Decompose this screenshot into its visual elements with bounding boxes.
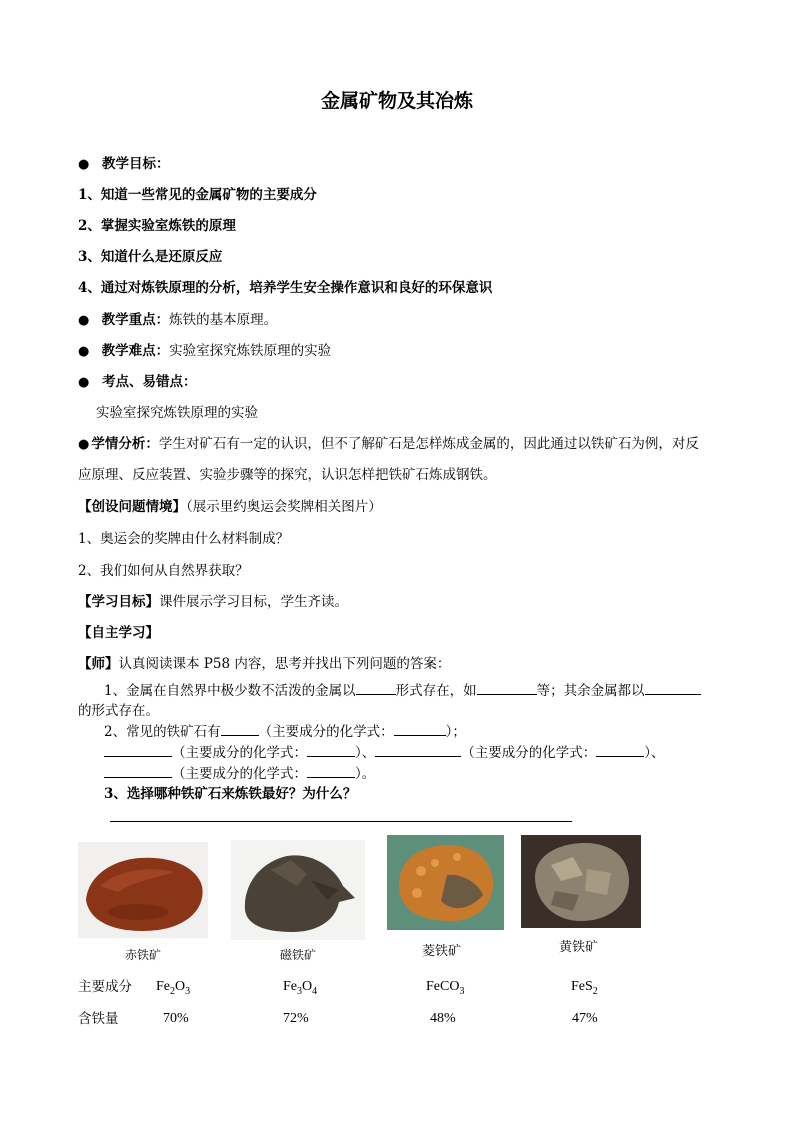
ore-name: 黄铁矿	[559, 940, 599, 955]
study-goal: 【学习目标】课件展示学习目标，学生齐读。	[78, 594, 348, 610]
bullet-icon: ●	[78, 375, 90, 390]
answer-blank[interactable]	[221, 722, 259, 736]
pyrite-formula: FeS$_2$	[571, 979, 598, 997]
iron-content-value: 72%	[283, 1011, 309, 1026]
scenario-question: 1、奥运会的奖牌由什么材料制成？	[78, 531, 290, 547]
answer-blank[interactable]	[307, 764, 355, 778]
magnetite-image	[231, 840, 365, 940]
iron-content-label: 含铁量	[78, 1011, 119, 1027]
question-2-line2: （主要成分的化学式： ）、 （主要成分的化学式： ）、	[104, 743, 665, 762]
objective-item: 3、知道什么是还原反应	[78, 249, 223, 265]
answer-blank[interactable]	[104, 743, 172, 757]
iron-content-value: 48%	[430, 1011, 456, 1026]
self-study-heading: 【自主学习】	[78, 625, 159, 641]
hematite-formula: $Fe_2O_3$	[156, 979, 191, 997]
question-1-cont: 的形式存在。	[78, 703, 159, 719]
ore-name: 菱铁矿	[422, 944, 462, 959]
objective-item: 1、知道一些常见的金属矿物的主要成分	[78, 187, 317, 203]
siderite-formula: FeCO$_3$	[426, 979, 465, 997]
answer-blank[interactable]	[375, 743, 461, 757]
iron-content-value: 47%	[572, 1011, 598, 1026]
ore-name: 赤铁矿	[125, 948, 162, 962]
answer-blank[interactable]	[356, 681, 396, 695]
difficulty: ● 教学难点：实验室探究炼铁原理的实验	[78, 343, 332, 359]
question-2-line3: （主要成分的化学式： ）。	[104, 764, 375, 783]
magnetite-formula: $Fe_3O_4$	[283, 979, 318, 997]
exam-points-heading: ● 考点、易错点：	[78, 374, 197, 390]
question-3: 3、选择哪种铁矿石来炼铁最好？为什么？	[104, 786, 357, 802]
siderite-image	[387, 835, 504, 930]
question-1: 1、金属在自然界中极少数不活泼的金属以 形式存在，如 等；其余金属都以	[104, 681, 701, 700]
analysis-line: 应原理、反应装置、实验步骤等的探究，认识怎样把铁矿石炼成钢铁。	[78, 467, 497, 483]
teacher-instruction: 【师】认真阅读课本 P58 内容，思考并找出下列问题的答案：	[78, 656, 451, 672]
objectives-heading: ● 教学目标：	[78, 156, 170, 172]
iron-content-value: 70%	[163, 1011, 189, 1026]
question-2: 2、常见的铁矿石有 （主要成分的化学式： ）；	[104, 724, 466, 740]
hematite-image	[78, 842, 208, 938]
answer-blank[interactable]	[104, 764, 172, 778]
analysis-line: ● 学情分析：学生对矿石有一定的认识，但不了解矿石是怎样炼成金属的，因此通过以铁矿石为例，对反	[78, 436, 699, 452]
answer-blank[interactable]	[394, 722, 446, 736]
answer-blank[interactable]	[307, 743, 355, 757]
pyrite-image	[521, 835, 641, 928]
scenario-question: 2、我们如何从自然界获取？	[78, 563, 249, 579]
answer-line[interactable]	[110, 821, 572, 822]
ore-name: 磁铁矿	[280, 948, 317, 962]
bullet-icon: ●	[78, 437, 90, 452]
bullet-icon: ●	[78, 157, 90, 172]
objective-item: 4、通过对炼铁原理的分析，培养学生安全操作意识和良好的环保意识	[78, 280, 493, 296]
page-title: 金属矿物及其冶炼	[320, 90, 473, 112]
bullet-icon: ●	[78, 344, 90, 359]
component-label: 主要成分	[78, 979, 132, 995]
answer-blank[interactable]	[596, 743, 644, 757]
exam-points-text: 实验室探究炼铁原理的实验	[96, 405, 258, 421]
answer-blank[interactable]	[477, 681, 537, 695]
key-point: ● 教学重点：炼铁的基本原理。	[78, 312, 278, 328]
answer-blank[interactable]	[645, 681, 701, 695]
scenario: 【创设问题情境】（展示里约奥运会奖牌相关图片）	[78, 499, 382, 515]
bullet-icon: ●	[78, 313, 90, 328]
objective-item: 2、掌握实验室炼铁的原理	[78, 218, 236, 234]
